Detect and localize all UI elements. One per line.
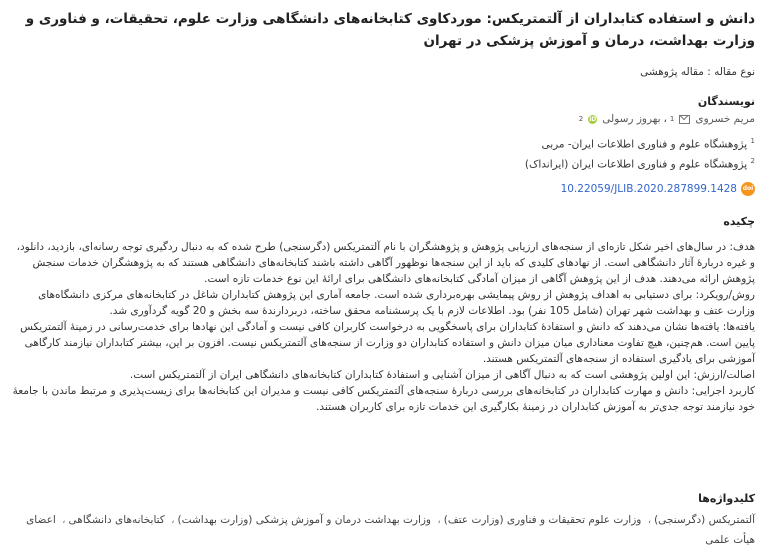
- keywords-heading: کلیدواژه‌ها: [698, 492, 755, 505]
- keyword-link[interactable]: وزارت علوم تحقیقات و فناوری (وزارت عتف): [443, 514, 642, 526]
- affiliation-1: [541, 137, 755, 151]
- mail-icon[interactable]: [679, 115, 690, 124]
- affiliation-sup-2: 2: [750, 157, 755, 165]
- affiliation-text-2: پژوهشگاه علوم و فناوری اطلاعات ایران (ایرانداک): [524, 158, 748, 171]
- keywords-list: [9, 510, 755, 550]
- keyword-link[interactable]: کتابخانه‌های دانشگاهی: [68, 514, 165, 526]
- keyword-separator: ،: [62, 514, 66, 526]
- doi-row: [561, 182, 755, 196]
- keyword-link[interactable]: اعضای هیأت علمی: [26, 514, 755, 546]
- keyword-separator: ،: [647, 514, 652, 526]
- affiliation-2: [525, 157, 755, 171]
- abstract-paragraph-originality: اصالت/ارزش: این اولین پژوهشی است که به دنبال آگاهی از میزان آشنایی و استفادۀ کتابداران کتابخانه‌های دانشگاهی ایران از آلتمتریکس است.: [129, 369, 755, 381]
- orcid-icon[interactable]: iD: [589, 115, 597, 123]
- keyword-link[interactable]: وزارت بهداشت درمان و آموزش پزشکی (وزارت بهداشت): [177, 514, 431, 526]
- author-link-2[interactable]: بهروز رسولی: [602, 113, 661, 125]
- affiliation-sup-1: 1: [750, 137, 755, 145]
- keyword-separator: ،: [171, 514, 175, 526]
- author-separator: ،: [663, 113, 667, 125]
- abstract-paragraph-application: کاربرد اجرایی: دانش و مهارت کتابداران در کتابخانه‌های بررسی دربارۀ سنجه‌های آلتمتریکس کافی نیست و مدیران این کتابخانه‌ها برای زیست‌پذیری و مرتبط ماندن با جامعۀ خود نیازمند توجه جدی‌تر به آموزش کتابداران در زمینۀ بکارگیری این خدمات تازه برای کاربران هستند.: [12, 385, 755, 413]
- doi-icon: doi: [741, 182, 755, 196]
- abstract-heading: چکیده: [723, 215, 755, 228]
- abstract-paragraph-method: روش/رویکرد: برای دستیابی به اهداف پژوهش از روش پیمایشی بهره‌برداری شده است. جامعه آماری این پژوهش کتابداران شاغل در کتابخانه‌های مرکزی دانشگاه‌های وزارت عتف و بهداشت شهر تهران (شامل 105 نفر) بود. اطلاعات لازم با یک پرسشنامه محقق ساخته، دربردارندۀ سه بخش و 20 گویه گردآوری شد.: [38, 289, 755, 317]
- doi-link[interactable]: 10.22059/JLIB.2020.287899.1428: [560, 183, 737, 195]
- affiliation-text-1: پژوهشگاه علوم و فناوری اطلاعات ایران- مربی: [541, 138, 748, 151]
- author-link-1[interactable]: مریم خسروی: [695, 113, 755, 125]
- keyword-link[interactable]: آلتمتریکس (دگرسنجی): [654, 514, 755, 526]
- author-affil-sup-2: 2: [578, 115, 584, 123]
- abstract-body: [9, 239, 755, 415]
- abstract-paragraph-findings: یافته‌ها: یافته‌ها نشان می‌دهند که دانش و استفادۀ کتابداران برای پاسخگویی به درخواست کاربران کافی نیست و آمادگی این نهادها برای خدمت‌رسانی در زمینۀ آلتمتریکس پایین است. هم‌چنین، هیچ تفاوت معناداری میان میزان دانش و استفاده کتابداران دو وزارت از سنجه‌های آلتمتریکس نیست. افزون بر این، بیشتر کتابداران نیازمند کارگاهی آموزشی برای یادگیری استفاده از سنجه‌های آلتمتریکس هستند.: [20, 321, 755, 365]
- authors-list: [579, 113, 755, 125]
- abstract-paragraph-objective: هدف: در سال‌های اخیر شکل تازه‌ای از سنجه‌های ارزیابی پژوهش و پژوهشگران با نام آلتمتریکس (دگرسنجی) طرح شده که به دنبال ردگیری توجه رسانه‌ای، بازدید، دانلود، و غیره دربارۀ آثار دانشگاهی است. از نهادهای کلیدی که باید از این سنجه‌ها نوظهور آگاهی داشته باشند کتابخانه‌های دانشگاهی هستند که به پژوهشگران خدمات سنجش پژوهش ارائه می‌دهند. هدف از این پژوهش آگاهی از میزان آمادگی کتابخانه‌های دانشگاهی برای ارائۀ این نوع خدمات تازه است.: [16, 241, 755, 285]
- article-type: نوع مقاله : مقاله پژوهشی: [640, 66, 755, 78]
- article-title: دانش و استفاده کتابداران از آلتمتریکس: موردکاوی کتابخانه‌های دانشگاهی وزارت علوم، تحقیقات، و فناوری و وزارت بهداشت، درمان و آموزش پزشکی در تهران: [25, 11, 755, 49]
- authors-heading: نویسندگان: [697, 95, 755, 108]
- author-affil-sup-1: 1: [669, 115, 675, 123]
- keyword-separator: ،: [437, 514, 441, 526]
